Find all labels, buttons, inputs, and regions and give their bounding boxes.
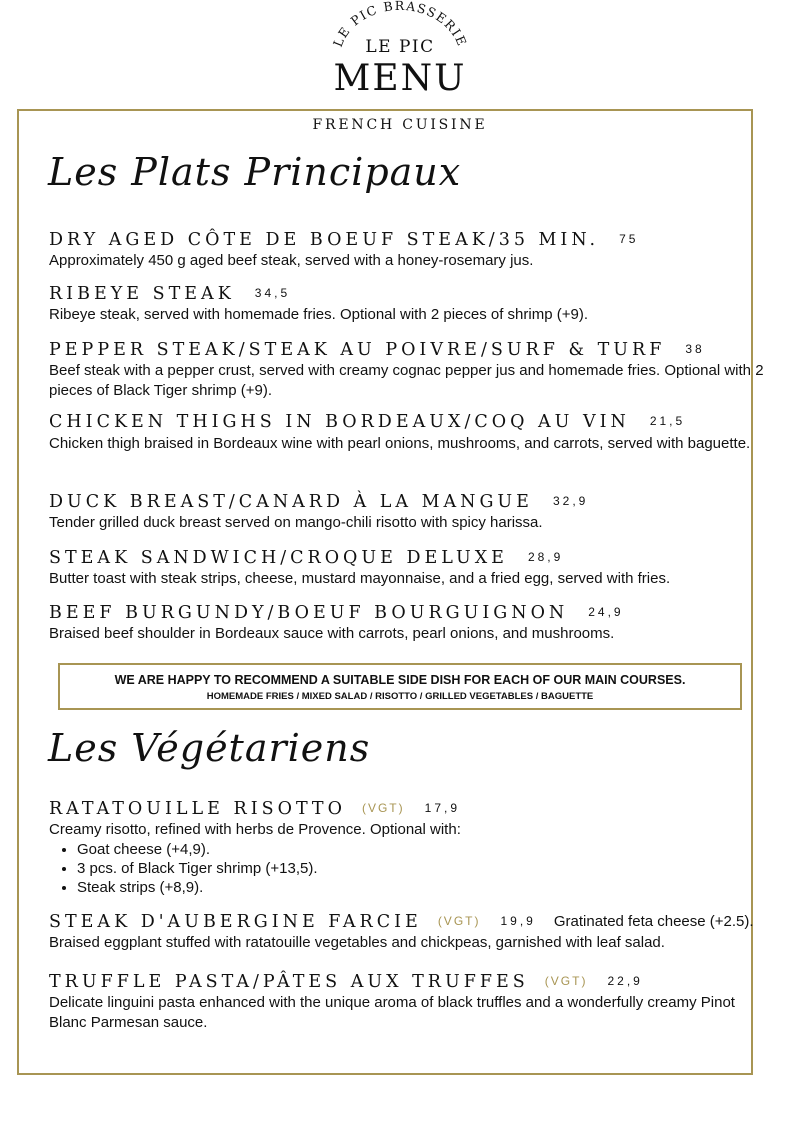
dish-description: Tender grilled duck breast served on mango-chili risotto with spicy harissa.: [49, 514, 543, 531]
dish-price: 17,9: [424, 801, 460, 815]
vegetarian-tag: (VGT): [361, 801, 405, 815]
dish-price: 75: [619, 232, 639, 246]
notice-sides-list: HOMEMADE FRIES / MIXED SALAD / RISOTTO / GRILLED VEGETABLES / BAGUETTE: [206, 691, 594, 702]
logo-arc-text: LE PIC BRASSERIE: [329, 0, 471, 50]
dish-name: CHICKEN THIGHS IN BORDEAUX/COQ AU VIN: [49, 412, 630, 432]
dish-item: [49, 338, 769, 401]
logo-name: LE PIC: [365, 37, 435, 57]
dish-name: DRY AGED CÔTE DE BOEUF STEAK/35 MIN.: [49, 230, 600, 250]
option-item: • Goat cheese (+4,9).: [77, 840, 769, 859]
dish-item: [49, 490, 769, 533]
dish-price: 22,9: [607, 974, 643, 988]
dish-price: 24,9: [588, 605, 624, 619]
dish-item: [49, 910, 769, 953]
dish-item: [49, 797, 769, 897]
dish-name: STEAK D'AUBERGINE FARCIE: [49, 912, 422, 932]
dish-price: 21,5: [649, 414, 686, 428]
dish-name: RATATOUILLE RISOTTO: [49, 799, 346, 819]
dish-price: 28,9: [527, 550, 564, 564]
vegetarian-tag: (VGT): [544, 974, 588, 988]
dish-description: Butter toast with steak strips, cheese, mustard mayonnaise, and a fried egg, served with fries.: [49, 570, 671, 587]
dish-item: [49, 970, 769, 1033]
dish-item: [49, 546, 769, 589]
dish-price: 19,9: [500, 914, 536, 928]
dish-description: [49, 820, 769, 897]
dish-description-text: Creamy risotto, refined with herbs de Provence. Optional with:: [49, 821, 461, 838]
dish-price: 32,9: [552, 494, 589, 508]
dish-item: [49, 228, 769, 271]
dish-name: TRUFFLE PASTA/PÂTES AUX TRUFFES: [49, 972, 529, 992]
menu-title: MENU: [333, 58, 467, 99]
option-item: • Steak strips (+8,9).: [77, 878, 769, 897]
dish-name: STEAK SANDWICH/CROQUE DELUXE: [49, 548, 508, 568]
notice-main-text: WE ARE HAPPY TO RECOMMEND A SUITABLE SIDE DISH FOR EACH OF OUR MAIN COURSES.: [114, 673, 686, 687]
dish-description: Beef steak with a pepper crust, served with creamy cognac pepper jus and homemade fries. Optional with 2 pieces of Black Tiger shrimp (+9).: [49, 362, 764, 399]
vegetarian-heading: Les Végétariens: [48, 726, 371, 770]
dish-name: RIBEYE STEAK: [49, 284, 235, 304]
dish-description: Braised beef shoulder in Bordeaux sauce with carrots, pearl onions, and mushrooms.: [49, 625, 615, 642]
dish-description: Chicken thigh braised in Bordeaux wine with pearl onions, mushrooms, and carrots, served with baguette.: [49, 435, 751, 452]
cuisine-subtitle: FRENCH CUISINE: [312, 117, 488, 133]
dish-name: BEEF BURGUNDY/BOEUF BOURGUIGNON: [49, 603, 569, 623]
dish-item: [49, 282, 769, 325]
dish-price: 38: [685, 342, 705, 356]
dish-name: DUCK BREAST/CANARD À LA MANGUE: [49, 492, 533, 512]
dish-description: Ribeye steak, served with homemade fries. Optional with 2 pieces of shrimp (+9).: [49, 306, 588, 323]
vegetarian-tag: (VGT): [437, 914, 481, 928]
dish-name: PEPPER STEAK/STEAK AU POIVRE/SURF & TURF: [49, 340, 666, 360]
dish-item: [49, 410, 769, 455]
option-list: [49, 840, 769, 897]
dish-description: Delicate linguini pasta enhanced with the unique aroma of black truffles and a wonderfully creamy Pinot Blanc Parmesan sauce.: [49, 994, 735, 1031]
dish-description: Approximately 450 g aged beef steak, served with a honey-rosemary jus.: [49, 252, 534, 269]
main-courses-heading: Les Plats Principaux: [48, 150, 462, 194]
option-item: • 3 pcs. of Black Tiger shrimp (+13,5).: [77, 859, 769, 878]
dish-price: 34,5: [254, 286, 291, 300]
dish-item: [49, 601, 769, 644]
dish-description: Braised eggplant stuffed with ratatouille vegetables and chickpeas, garnished with leaf salad.: [49, 934, 665, 951]
side-dish-notice: [58, 663, 742, 710]
dish-extra-option: Gratinated feta cheese (+2.5).: [553, 913, 754, 930]
